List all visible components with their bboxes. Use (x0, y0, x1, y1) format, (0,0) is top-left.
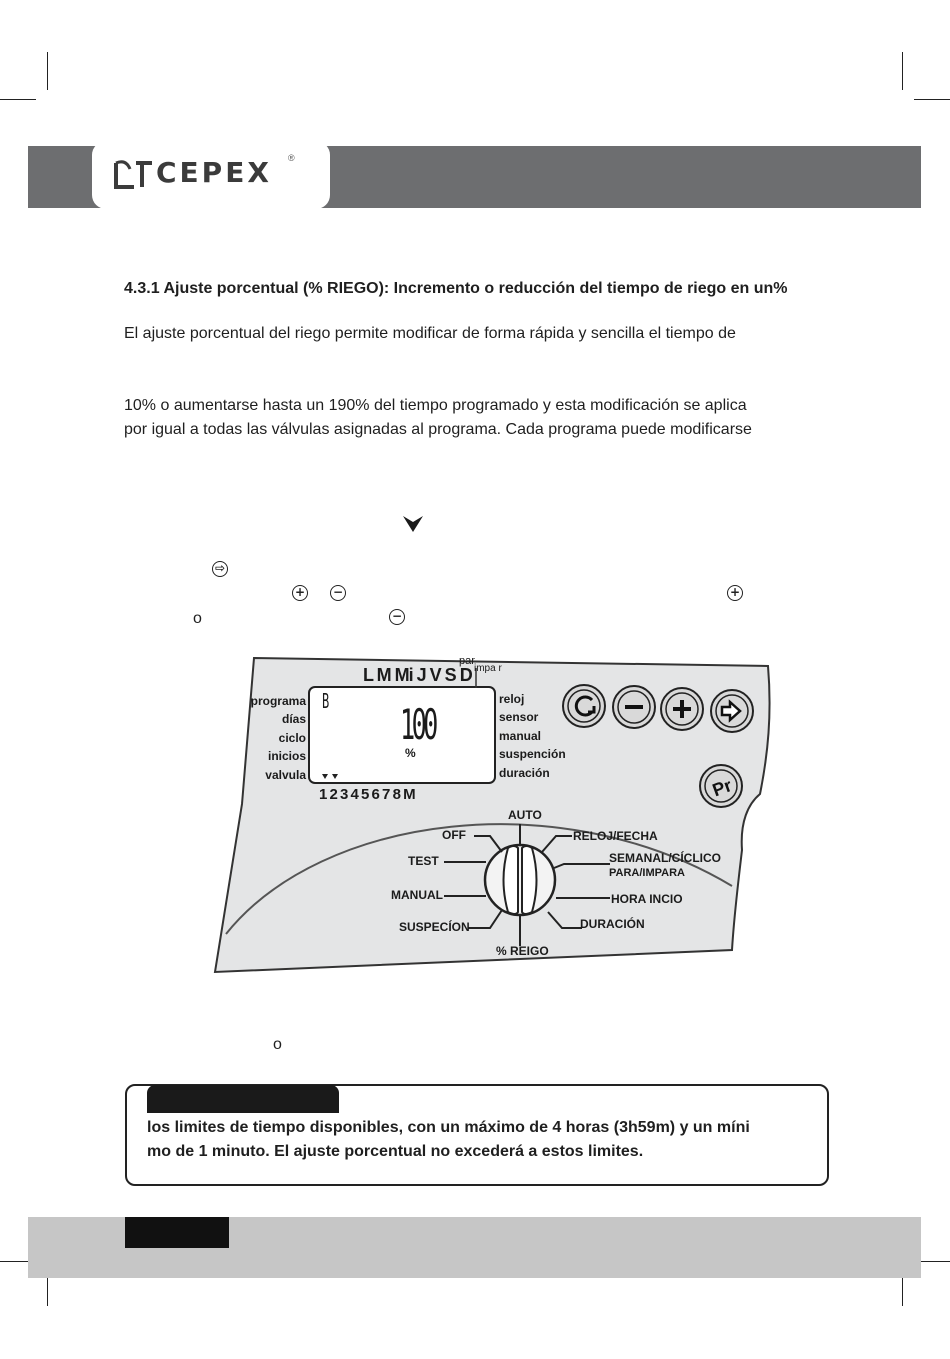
left-label-valvula: valvula (265, 768, 306, 782)
registered-mark: ® (288, 153, 295, 163)
right-label-manual: manual (499, 729, 542, 743)
note-text (147, 1116, 817, 1164)
left-label-inicios: inicios (267, 749, 306, 763)
cepex-logo-icon (112, 157, 156, 191)
paragraph-line: por igual a todas las válvulas asignadas al programa. Cada programa puede modificarse (124, 421, 752, 438)
or-label: o (273, 1036, 282, 1053)
paragraph-line: 10% o aumentarse hasta un 190% del tiempo programado y esta modificación se aplica (124, 397, 747, 414)
dial-off-label: OFF (442, 828, 466, 842)
right-label-reloj: reloj (499, 692, 525, 706)
crop-mark (47, 52, 48, 90)
dial-reloj-fecha-label: RELOJ/FECHA (573, 829, 658, 843)
crop-mark (0, 99, 36, 100)
display-unit: % (405, 746, 416, 760)
back-button[interactable] (563, 685, 605, 727)
next-icon: ⇨ (212, 561, 228, 577)
next-button[interactable] (711, 690, 753, 732)
dial-para-impara-label: PARA/IMPARA (609, 867, 685, 879)
right-label-sensor: sensor (499, 710, 539, 724)
dial-suspecion-label: SUSPECÍON (399, 920, 470, 934)
dial-reigo-label: % REIGO (496, 944, 549, 958)
logo-text: CEPEX (156, 156, 272, 189)
plus-icon: + (727, 585, 743, 601)
right-label-duracion: duración (499, 766, 550, 780)
plus-button[interactable] (661, 688, 703, 730)
logo (92, 141, 330, 209)
right-label-suspencion: suspención (499, 747, 566, 761)
note-tab (147, 1085, 339, 1113)
left-label-dias: días (281, 712, 306, 726)
even-label: par (459, 655, 475, 667)
page-number-tab (125, 1217, 229, 1248)
note-line: mo de 1 minuto. El ajuste porcentual no excederá a estos limites. (147, 1143, 644, 1160)
plus-icon: + (292, 585, 308, 601)
note-line: los limites de tiempo disponibles, con un máximo de 4 horas (3h59m) y un míni (147, 1119, 750, 1136)
crop-mark (914, 99, 950, 100)
paragraph-line: El ajuste porcentual del riego permite modificar de forma rápida y sencilla el tiempo de (124, 325, 736, 342)
left-label-programa: programa (250, 694, 306, 708)
section-title: 4.3.1 Ajuste porcentual (% RIEGO): Incremento o reducción del tiempo de riego en un% (124, 280, 788, 297)
arrow-down-icon (402, 515, 424, 533)
odd-label: impa r (474, 663, 502, 674)
dial-test-label: TEST (408, 854, 439, 868)
display-program-letter: B (322, 689, 330, 713)
display-value: 100 (400, 700, 435, 749)
paragraph-intro (124, 322, 824, 346)
paragraph-range (124, 394, 824, 442)
svg-text:Pr: Pr (709, 775, 735, 801)
dial-auto-label: AUTO (508, 808, 542, 822)
valve-numbers: 1 2 3 4 5 6 7 8 M (319, 786, 415, 803)
dial-duracion-label: DURACIÓN (580, 917, 645, 931)
minus-icon: − (389, 609, 405, 625)
minus-icon: − (330, 585, 346, 601)
weekdays-label: L M Mi J V S D (363, 665, 472, 685)
program-button[interactable] (700, 765, 742, 807)
left-label-ciclo: ciclo (278, 731, 306, 745)
crop-mark (902, 52, 903, 90)
dial-manual-label: MANUAL (391, 888, 443, 902)
or-label: o (193, 610, 202, 627)
minus-button[interactable] (613, 686, 655, 728)
dial-hora-incio-label: HORA INCIO (611, 892, 683, 906)
note-box (125, 1084, 829, 1186)
dial-semanal-label: SEMANAL/CÍCLICO (609, 851, 721, 865)
controller-panel (212, 654, 786, 976)
